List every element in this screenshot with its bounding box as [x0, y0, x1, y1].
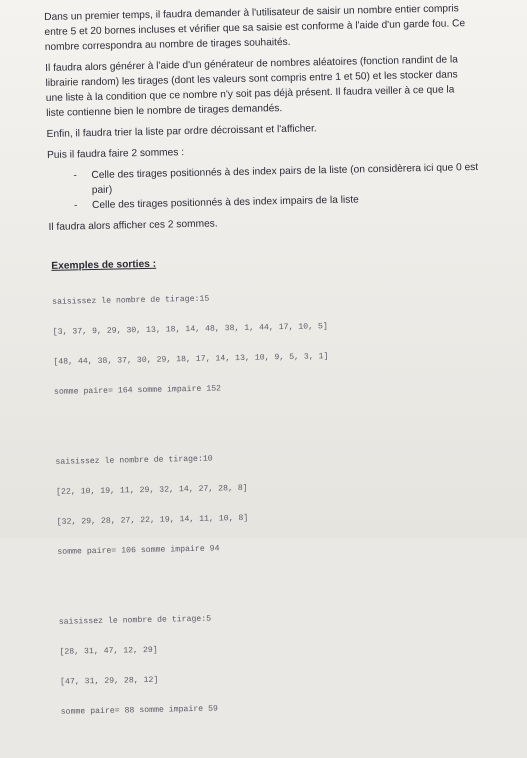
- text-line: Il faudra alors générer à l'aide d'un générateur de nombres aléatoires (fonction randint de la: [45, 54, 459, 74]
- console-line: [3, 37, 9, 29, 30, 13, 18, 14, 48, 38, 1, 44, 17, 10, 5]: [52, 322, 328, 337]
- example-output-2: [55, 429, 496, 578]
- example-output-3: [58, 589, 499, 738]
- example-output-1: [52, 269, 493, 418]
- console-line: somme paire= 164 somme impaire 152: [53, 384, 222, 397]
- bullet-dash: -: [73, 170, 78, 182]
- generation-paragraph: [45, 52, 486, 121]
- console-line: saisissez le nombre de tirage:5: [58, 614, 212, 627]
- console-line: [47, 31, 29, 28, 12]: [59, 675, 159, 687]
- console-line: [32, 29, 28, 27, 22, 19, 14, 11, 10, 8]: [56, 513, 249, 527]
- console-line: [22, 10, 19, 11, 29, 32, 14, 27, 28, 8]: [56, 483, 248, 497]
- text-line: une liste à la condition que ce nombre n'y soit pas déjà présent. Il faudra veiller à ce que la: [45, 84, 455, 104]
- console-line: [28, 31, 47, 12, 29]: [59, 645, 158, 657]
- text-line: Enfin, il faudra trier la liste par ordre décroissant et l'afficher.: [46, 123, 317, 140]
- bullet-dash: -: [73, 200, 78, 212]
- intro-paragraph: [44, 1, 485, 55]
- sums-list: [47, 160, 488, 214]
- text-line: nombre correspondra au nombre de tirages souhaités.: [44, 36, 291, 53]
- text-line: Celle des tirages positionnés à des index pairs de la liste (on considèrera ici que 0 est: [91, 161, 479, 182]
- console-line: saisissez le nombre de tirage:15: [52, 294, 210, 307]
- sort-paragraph: [46, 118, 486, 142]
- text-line: liste contienne bien le nombre de tirages demandés.: [46, 103, 283, 119]
- text-line: Dans un premier temps, il faudra demander à l'utilisateur de saisir un nombre entier compris: [44, 3, 459, 23]
- console-line: somme paire= 88 somme impaire 59: [60, 704, 219, 717]
- console-line: somme paire= 106 somme impaire 94: [57, 544, 220, 557]
- text-line: pair): [91, 184, 113, 197]
- text-line: librairie random) les tirages (dont les valeurs sont compris entre 1 et 50) et les stocker dans: [45, 69, 458, 89]
- closing-paragraph: [48, 211, 488, 235]
- document-page: [44, 1, 500, 758]
- text-line: Celle des tirages positionnés à des index impairs de la liste: [91, 194, 359, 212]
- sums-intro-paragraph: [47, 139, 487, 163]
- text-line: Puis il faudra faire 2 sommes :: [46, 147, 185, 161]
- console-line: [48, 44, 38, 37, 30, 29, 18, 17, 14, 13, 10, 9, 5, 3, 1]: [53, 352, 329, 367]
- console-line: saisissez le nombre de tirage:10: [55, 454, 213, 467]
- examples-heading: Exemples de sorties :: [51, 258, 157, 272]
- text-line: Il faudra alors afficher ces 2 sommes.: [48, 218, 218, 233]
- text-line: entre 5 et 20 bornes incluses et vérifier que sa saisie est conforme à l'aide d'un garde fou. Ce: [44, 18, 466, 38]
